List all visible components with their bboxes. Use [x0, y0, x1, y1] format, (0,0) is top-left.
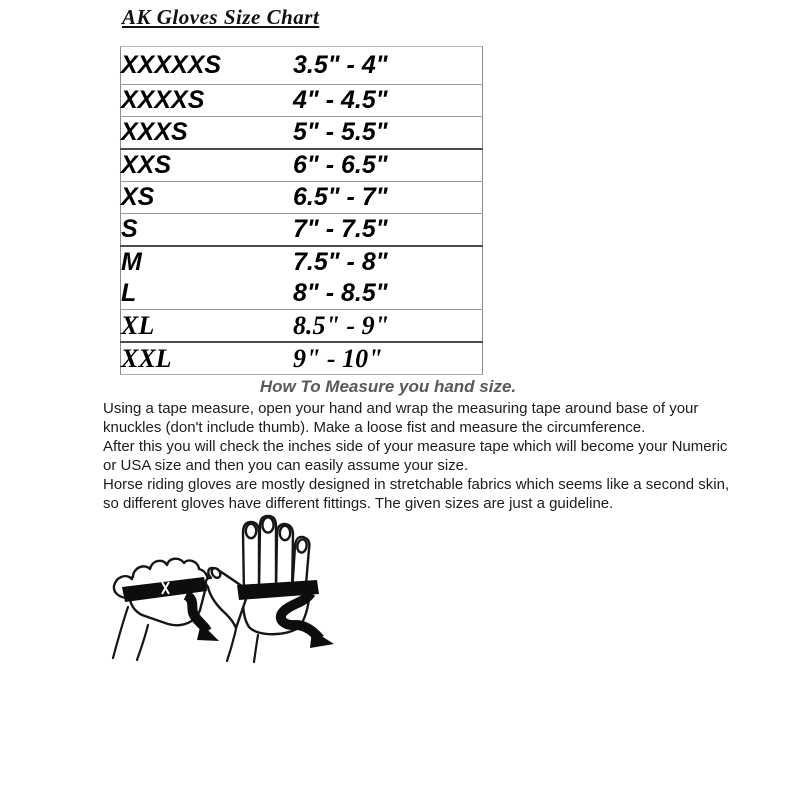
instruction-line: or USA size and then you can easily assume your size.	[103, 457, 469, 474]
size-range: 6" - 6.5"	[293, 151, 388, 179]
size-row	[121, 342, 483, 375]
size-label: XXXXS	[121, 86, 205, 114]
size-range: 9" - 10"	[293, 343, 383, 373]
size-label: XS	[121, 183, 155, 211]
size-label: XXL	[121, 343, 172, 373]
fingernail-icon	[296, 539, 307, 554]
size-row	[121, 246, 483, 278]
size-range: 4" - 4.5"	[293, 86, 388, 114]
instruction-lines	[103, 399, 729, 513]
size-row	[121, 278, 483, 310]
size-range: 6.5" - 7"	[293, 183, 388, 211]
size-label: XXXXXS	[121, 51, 222, 79]
size-range: 7.5" - 8"	[293, 248, 388, 276]
size-row	[121, 149, 483, 182]
open-hand-drawing	[206, 516, 334, 662]
size-range: 8" - 8.5"	[293, 279, 388, 307]
measure-heading: How To Measure you hand size.	[259, 377, 517, 396]
size-row	[121, 85, 483, 117]
size-label: M	[121, 248, 142, 276]
size-range: 8.5" - 9"	[293, 310, 390, 340]
fingernail-icon	[262, 517, 273, 532]
size-range: 7" - 7.5"	[293, 215, 388, 243]
size-label: L	[121, 279, 137, 307]
size-row	[121, 214, 483, 247]
size-label: XXXS	[121, 118, 188, 146]
instruction-line: knuckles (don't include thumb). Make a loose fist and measure the circumference.	[103, 419, 646, 436]
fingernail-icon	[246, 524, 256, 538]
size-label: XL	[121, 310, 155, 340]
size-row	[121, 182, 483, 214]
instruction-line: After this you will check the inches side of your measure tape which will become your Numeric	[103, 438, 728, 455]
size-row	[121, 117, 483, 150]
size-range: 5" - 5.5"	[293, 118, 388, 146]
hands-illustration-svg	[106, 501, 341, 666]
size-row	[121, 310, 483, 343]
hands-illustration	[106, 501, 341, 666]
instruction-line: Horse riding gloves are mostly designed in stretchable fabrics which seems like a second skin,	[103, 476, 730, 493]
size-label: S	[121, 215, 138, 243]
instruction-line: Using a tape measure, open your hand and wrap the measuring tape around base of your	[103, 400, 699, 417]
instruction-line: so different gloves have different fittings. The given sizes are just a guideline.	[103, 495, 614, 512]
fingernail-icon	[280, 526, 290, 540]
fist-hand-drawing	[113, 559, 219, 660]
size-row	[121, 47, 483, 85]
size-chart-body	[121, 47, 483, 375]
size-chart-table	[120, 46, 483, 375]
page-title: AK Gloves Size Chart	[122, 5, 320, 29]
size-range: 3.5" - 4"	[293, 51, 388, 79]
size-label: XXS	[121, 151, 172, 179]
